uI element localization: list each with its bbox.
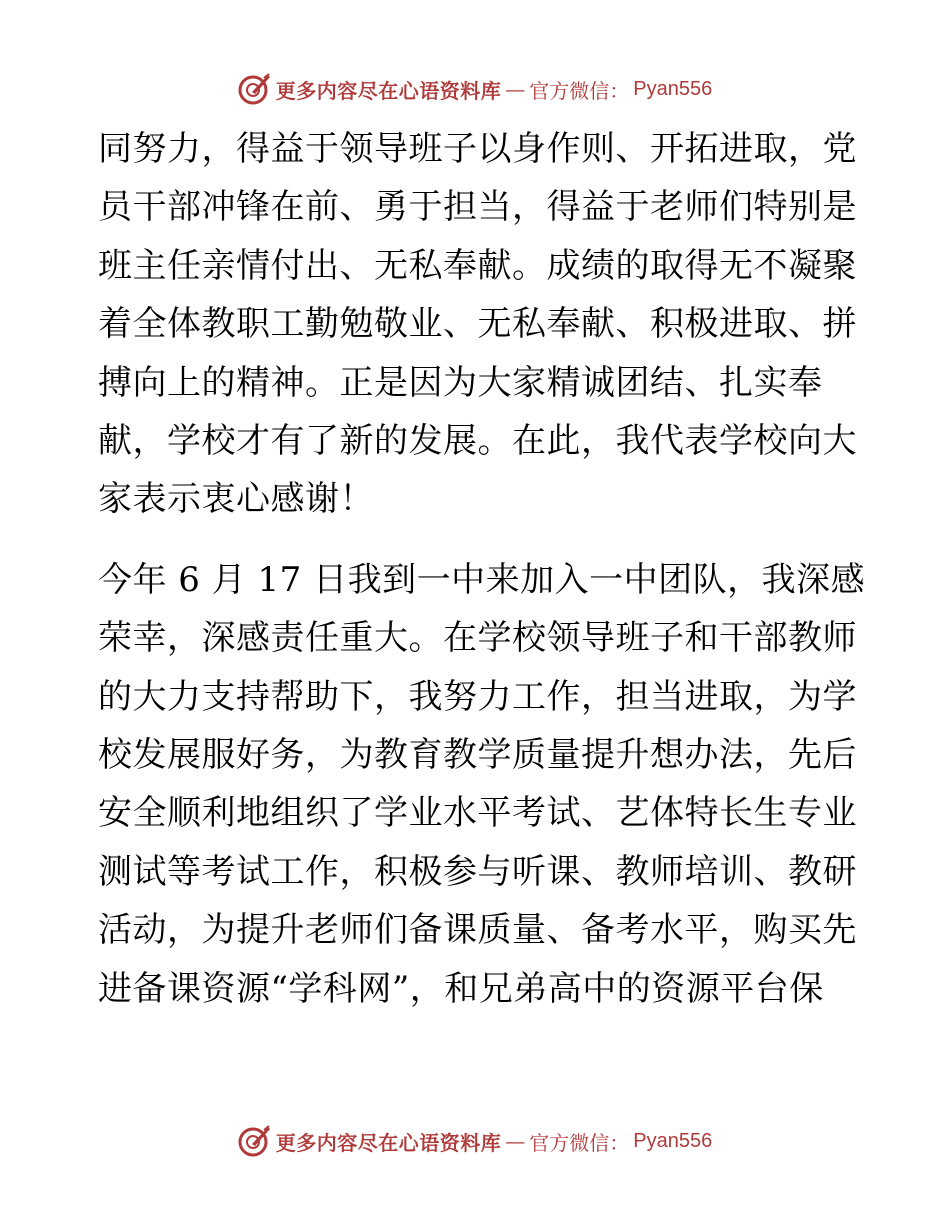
text-line: 员干部冲锋在前、勇于担当，得益于老师们特别是 (98, 187, 857, 228)
text-line: 今年 6 月 17 日我到一中来加入一中团队，我深感 (98, 559, 866, 600)
text-line: 荣幸，深感责任重大。在学校领导班子和干部教师 (98, 618, 857, 659)
header-banner-inner (238, 72, 712, 106)
text-line: 同努力，得益于领导班子以身作则、开拓进取，党 (98, 129, 857, 169)
header-banner-main: 更多内容尽在心语资料库 (275, 78, 502, 103)
footer-banner-inner (238, 1124, 712, 1158)
text-line: 的大力支持帮助下，我努力工作，担当进取，为学 (98, 676, 857, 717)
quill-logo-icon (238, 1124, 272, 1158)
footer-banner (0, 1124, 950, 1158)
paragraph-2 (98, 551, 866, 1018)
text-line: 安全顺利地组织了学业水平考试、艺体特长生专业 (98, 793, 857, 834)
footer-banner-main: 更多内容尽在心语资料库 (275, 1130, 502, 1155)
footer-banner-sub: 官方微信： (529, 1130, 630, 1155)
text-line: 献，学校才有了新的发展。在此，我代表学校向大 (98, 421, 857, 462)
header-banner-sub: 官方微信： (529, 78, 630, 103)
footer-banner-separator: — (505, 1129, 526, 1153)
quill-logo-icon (238, 72, 272, 106)
document-body (98, 120, 866, 1018)
text-line: 校发展服好务，为教育教学质量提升想办法，先后 (98, 735, 857, 776)
header-banner (0, 72, 950, 106)
text-line: 班主任亲情付出、无私奉献。成绩的取得无不凝聚 (98, 245, 857, 286)
text-line: 搏向上的精神。正是因为大家精诚团结、扎实奉 (98, 362, 823, 403)
header-banner-id: Pyan556 (633, 77, 713, 100)
footer-banner-id: Pyan556 (633, 1129, 713, 1152)
text-line: 家表示衷心感谢！ (98, 479, 374, 520)
paragraph-1 (98, 120, 857, 529)
text-line: 着全体教职工勤勉敬业、无私奉献、积极进取、拼 (98, 304, 857, 345)
text-line: 活动，为提升老师们备课质量、备考水平，购买先 (98, 910, 857, 951)
text-line: 进备课资源“学科网”，和兄弟高中的资源平台保 (98, 968, 824, 1009)
text-line: 测试等考试工作，积极参与听课、教师培训、教研 (98, 851, 857, 892)
header-banner-separator: — (505, 77, 526, 101)
